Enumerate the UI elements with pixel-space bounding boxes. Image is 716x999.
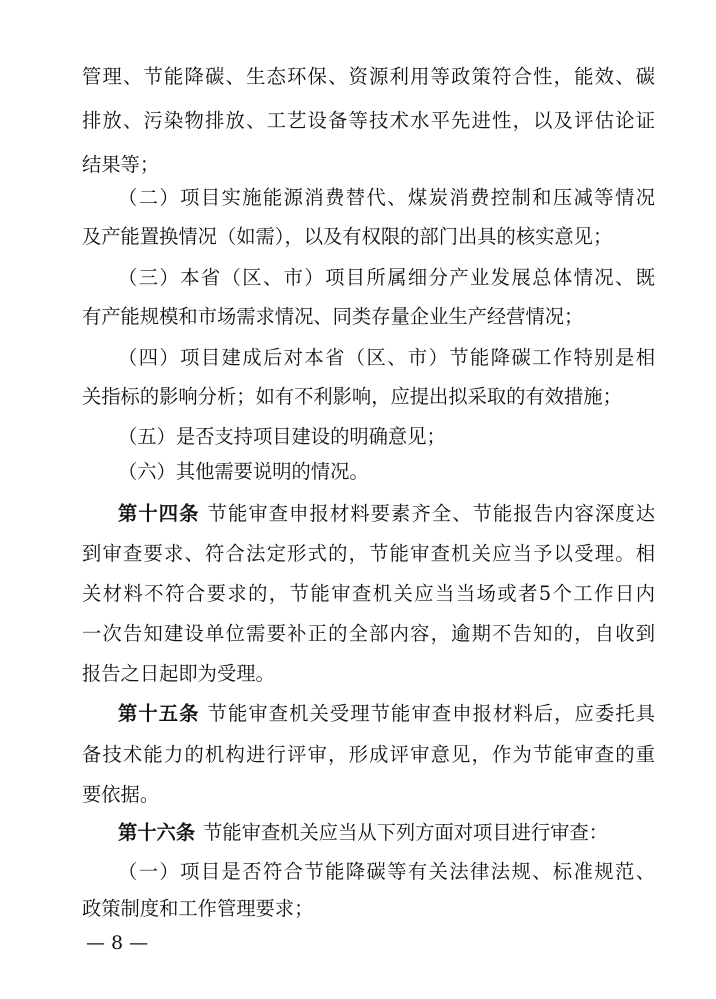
article-16-heading-line: 第十六条 节能审查机关应当从下列方面对项目进行审查：: [118, 821, 609, 844]
text-line: 到审查要求、符合法定形式的，节能审查机关应当予以受理。相: [82, 542, 655, 565]
article-15-heading-line: 第十五条 节能审查机关受理节能审查申报材料后，应委托具: [118, 702, 656, 725]
text-line: 及产能置换情况（如需），以及有权限的部门出具的核实意见；: [82, 225, 613, 248]
text-line: （一）项目是否符合节能降碳等有关法律法规、标准规范、: [118, 860, 655, 883]
text-line: （二）项目实施能源消费替代、煤炭消费控制和压减等情况: [118, 186, 655, 209]
text-line: 结果等；: [82, 153, 160, 176]
text-line: 管理、节能降碳、生态环保、资源利用等政策符合性，能效、碳: [82, 65, 655, 88]
page-number: — 8 —: [86, 932, 149, 954]
article-number: 第十六条: [118, 821, 196, 844]
text-line: 备技术能力的机构进行评审，形成评审意见，作为节能审查的重: [82, 743, 655, 766]
text-line: （五）是否支持项目建设的明确意见；: [118, 425, 446, 448]
article-14-heading-line: 第十四条 节能审查申报材料要素齐全、节能报告内容深度达: [118, 502, 656, 525]
text-line: （三）本省（区、市）项目所属细分产业发展总体情况、既: [118, 266, 655, 289]
article-number: 第十四条: [118, 502, 200, 525]
text-line: 要依据。: [82, 783, 160, 806]
text-line: 报告之日起即为受理。: [82, 662, 275, 685]
text-line: 有产能规模和市场需求情况、同类存量企业生产经营情况；: [82, 305, 584, 328]
text-line: 一次告知建设单位需要补正的全部内容，逾期不告知的，自收到: [82, 622, 655, 645]
text-line: （四）项目建成后对本省（区、市）节能降碳工作特别是相: [118, 346, 655, 369]
text-line: 政策制度和工作管理要求；: [82, 897, 314, 920]
text-line: （六）其他需要说明的情况。: [118, 460, 369, 483]
text-line: 关指标的影响分析；如有不利影响，应提出拟采取的有效措施；: [82, 385, 622, 408]
text-line: 关材料不符合要求的，节能审查机关应当当场或者5个工作日内: [82, 582, 655, 605]
article-number: 第十五条: [118, 702, 200, 725]
text-line: 排放、污染物排放、工艺设备等技术水平先进性，以及评估论证: [82, 109, 655, 132]
